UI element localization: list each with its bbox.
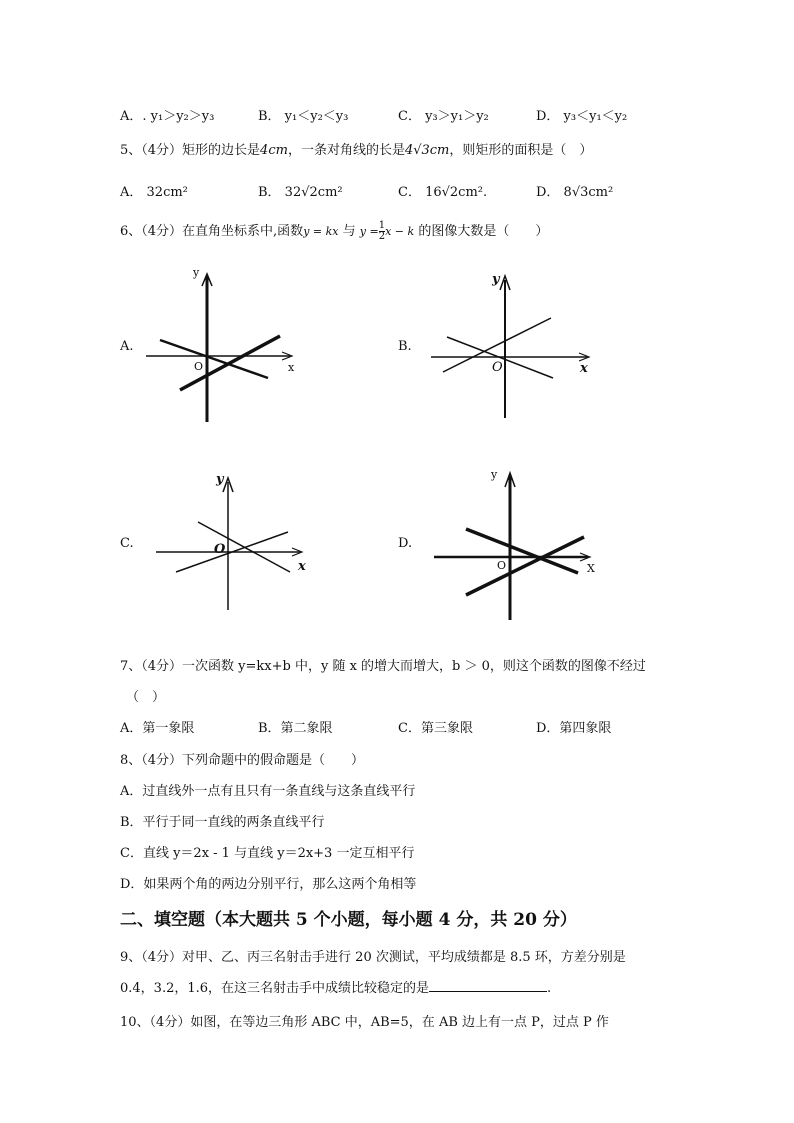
q6-label-b: B.: [398, 339, 412, 354]
q8-option-a: A．过直线外一点有且只有一条直线与这条直线平行: [120, 784, 416, 799]
graph-a-x-label: x: [288, 361, 295, 374]
graph-a-origin-label: O: [194, 360, 204, 373]
q6-stem: [120, 220, 548, 242]
q5-option-a: A． 32cm²: [120, 185, 188, 200]
q7-option-a: A．第一象限: [120, 721, 195, 736]
q4-option-b: B． y₁＜y₂＜y₃: [258, 109, 349, 124]
graph-c-origin-label: O: [214, 542, 226, 557]
graph-d-y-label: y: [491, 468, 498, 481]
q4-option-c: C． y₃＞y₁＞y₂: [398, 109, 489, 124]
q4-option-a: A．. y₁＞y₂＞y₃: [120, 109, 215, 124]
q6-frac-num: 1: [378, 220, 386, 231]
q6-graph-a: [140, 268, 310, 428]
graph-c-y-label: y: [216, 472, 224, 487]
q4-option-d: D． y₃＜y₁＜y₂: [536, 109, 628, 124]
q7-stem-line1: 7、（4分）一次函数 y=kx+b 中，y 随 x 的增大而增大，b ＞ 0，则这个函数的图像不经过: [120, 659, 646, 674]
graph-a-y-label: y: [193, 266, 200, 279]
q5-suffix: ，则矩形的面积是（ ）: [449, 143, 593, 158]
q6-frac-den: 2: [378, 231, 386, 242]
q5-option-b: B． 32√2cm²: [258, 185, 343, 200]
graph-c-x-label: x: [298, 559, 306, 574]
q6-graph-c: [150, 472, 310, 612]
q6-suffix: 的图像大数是（ ）: [418, 224, 549, 239]
graph-d-origin-label: O: [497, 559, 507, 572]
q9-line2-end: .: [547, 981, 552, 996]
q5-mid: ，一条对角线的长是: [287, 143, 405, 158]
q6-graph-b: [425, 270, 600, 420]
q9-answer-blank[interactable]: [429, 979, 547, 992]
q7-option-b: B．第二象限: [258, 721, 333, 736]
q6-and: 与: [342, 224, 356, 239]
q7-option-d: D．第四象限: [536, 721, 612, 736]
graph-b-origin-label: O: [492, 360, 503, 375]
q9-stem-line2: [120, 977, 551, 996]
section-2-heading: 二、填空题（本大题共 5 个小题，每小题 4 分，共 20 分）: [120, 910, 577, 930]
q6-f1: y = kx: [303, 225, 339, 238]
q5-stem: [120, 139, 592, 158]
q6-f2-right: x − k: [385, 225, 415, 238]
q5-diag: 4√3cm: [404, 143, 450, 158]
q5-side: 4cm: [260, 143, 288, 158]
q6-label-a: A.: [120, 339, 134, 354]
q7-stem-line2: （ ）: [126, 690, 166, 705]
q10-stem-line1: 10、（4分）如图，在等边三角形 ABC 中，AB=5，在 AB 边上有一点 P，过点 P 作: [120, 1015, 609, 1030]
q8-option-d: D．如果两个角的两边分别平行，那么这两个角相等: [120, 877, 417, 892]
graph-b-y-label: y: [492, 272, 500, 287]
q9-line2-text: 0.4，3.2，1.6，在这三名射击手中成绩比较稳定的是: [120, 981, 430, 996]
graph-d-x-label: X: [587, 562, 595, 575]
graph-b-x-label: x: [580, 361, 588, 376]
q5-option-d: D． 8√3cm²: [536, 185, 614, 200]
q6-prefix: 6、（4分）在直角坐标系中,函数: [120, 224, 304, 239]
q6-label-d: D.: [398, 536, 413, 551]
q5-option-c: C． 16√2cm².: [398, 185, 488, 200]
q8-option-b: B．平行于同一直线的两条直线平行: [120, 815, 325, 830]
q6-f2-left: y =: [359, 225, 379, 238]
graph-d-line-2: [466, 537, 584, 595]
q8-option-c: C．直线 y＝2x - 1 与直线 y＝2x+3 一定互相平行: [120, 846, 415, 861]
q7-option-c: C．第三象限: [398, 721, 473, 736]
q6-label-c: C.: [120, 536, 134, 551]
q6-graph-d: [430, 465, 600, 625]
q9-stem-line1: 9、（4分）对甲、乙、丙三名射击手进行 20 次测试，平均成绩都是 8.5 环，方差分别是: [120, 950, 626, 965]
q5-prefix: 5、（4分）矩形的边长是: [120, 143, 261, 158]
q8-stem: 8、（4分）下列命题中的假命题是（ ）: [120, 753, 365, 768]
